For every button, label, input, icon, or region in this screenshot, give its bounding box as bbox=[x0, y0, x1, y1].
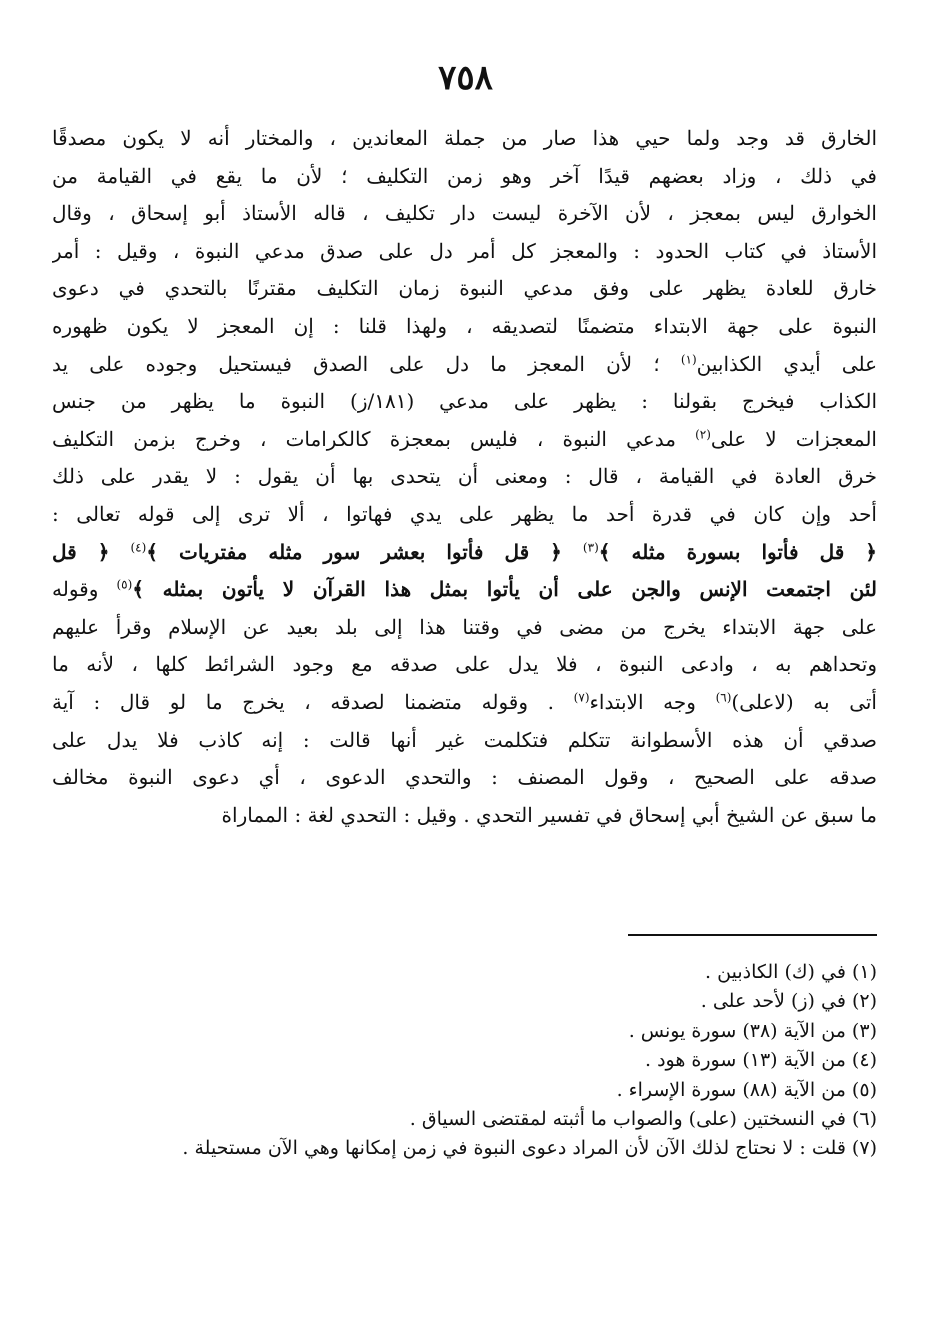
footnote-ref[interactable]: (٦) bbox=[715, 690, 732, 705]
text-line: الكذاب فيخرج بقولنا : يظهر على مدعي (١٨١/ز) النبوة ما يظهر من جنس bbox=[52, 389, 877, 414]
text-line: الخوارق ليس بمعجز ، لأن الآخرة ليست دار تكليف ، قاله الأستاذ أبو إسحاق ، وقال bbox=[52, 201, 877, 226]
footnote-item: (٦) في النسختين (على) والصواب ما أثبته لمقتضى السياق . bbox=[409, 1107, 877, 1130]
quran-verse: ﴿ قل bbox=[52, 539, 131, 564]
text-line bbox=[52, 346, 877, 384]
footnote-ref[interactable]: (٥) bbox=[116, 577, 133, 592]
footnote-item: (٤) من الآية (١٣) سورة هود . bbox=[645, 1049, 877, 1072]
quran-verse: ﴿ قل فأتوا بعشر سور مثله مفتريات ﴾ bbox=[146, 539, 583, 564]
text-line: على جهة الابتداء يخرج من مضى في وقتنا هذا إلى بلد بعيد عن الإسلام وقرأ عليهم bbox=[52, 614, 877, 639]
text-line: الخارق قد وجد ولما حيي هذا صار من جملة المعاندين ، والمختار أنه لا يكون مصدقًا bbox=[52, 126, 877, 150]
quran-verse: ﴿ قل فأتوا بسورة مثله ﴾ bbox=[598, 539, 877, 564]
text-line: في ذلك ، وزاد بعضهم قيدًا آخر وهو زمن التكليف ؛ لأن ما يقع في القيامة من bbox=[52, 163, 877, 188]
text-segment: أتى به (لاعلى) bbox=[731, 689, 877, 714]
footnote-divider bbox=[628, 934, 877, 936]
footnote-ref[interactable]: (١) bbox=[680, 351, 697, 366]
text-segment: ؛ لأن المعجز ما دل على الصدق فيستحيل وجوده على يد bbox=[52, 351, 681, 376]
text-line: وتحداهم به ، وادعى النبوة ، فلا يدل على صدقه مع وجود الشرائط كلها ، لأنه ما bbox=[52, 652, 877, 677]
text-line: الأستاذ في كتاب الحدود : والمعجز كل أمر دل على صدق مدعي النبوة ، وقيل : أمر bbox=[52, 238, 877, 263]
footnote-ref[interactable]: (٣) bbox=[582, 539, 599, 554]
text-line bbox=[52, 684, 877, 722]
text-line: خارق للعادة يظهر على وفق مدعي النبوة زمان التكليف مقترنًا بالتحدي في دعوى bbox=[52, 276, 877, 301]
text-line: خرق العادة في القيامة ، قال : ومعنى أن يتحدى بها أن يقول : لا يقدر على ذلك bbox=[52, 464, 877, 489]
text-line: ما سبق عن الشيخ أبي إسحاق في تفسير التحدي . وقيل : التحدي لغة : المماراة bbox=[221, 802, 877, 827]
text-segment: على أيدي الكذابين bbox=[696, 351, 877, 376]
quran-verse: لئن اجتمعت الإنس والجن على أن يأتوا بمثل هذا القرآن لا يأتون بمثله ﴾ bbox=[132, 577, 877, 602]
text-line bbox=[52, 571, 877, 609]
text-segment: المعجزات لا على bbox=[710, 426, 877, 451]
text-line bbox=[52, 421, 877, 459]
text-segment: . وقوله متضمنا لصدقه ، يخرج ما لو قال : آية bbox=[52, 689, 574, 714]
footnote-ref[interactable]: (٧) bbox=[573, 690, 590, 705]
text-segment: وقوله bbox=[52, 577, 117, 602]
main-text bbox=[52, 120, 877, 834]
footnote-item: (١) في (ك) الكاذبين . bbox=[705, 961, 877, 983]
text-line: صدقي أن هذه الأسطوانة تتكلم فتكلمت غير أنها قالت : إنه كاذب فلا يدل على bbox=[52, 727, 877, 752]
text-line: النبوة على جهة الابتداء متضمنًا لتصديقه ، ولهذا قلنا : إن المعجز لا يكون ظهوره bbox=[52, 313, 877, 338]
text-segment: مدعي النبوة ، فليس بمعجزة كالكرامات ، وخرج بزمن التكليف bbox=[52, 426, 696, 451]
footnotes bbox=[52, 958, 877, 1164]
text-line: صدقه على الصحيح ، وقول المصنف : والتحدي الدعوى ، أي دعوى النبوة مخالف bbox=[52, 765, 877, 790]
footnote-item: (٢) في (ز) لأحد على . bbox=[700, 990, 877, 1013]
footnote-ref[interactable]: (٢) bbox=[695, 427, 711, 442]
text-segment: وجه الابتداء bbox=[589, 689, 716, 714]
footnote-item: (٣) من الآية (٣٨) سورة يونس . bbox=[628, 1019, 877, 1042]
footnote-item: (٥) من الآية (٨٨) سورة الإسراء . bbox=[616, 1078, 877, 1101]
footnote-item: (٧) قلت : لا نحتاج لذلك الآن لأن المراد دعوى النبوة في زمن إمكانها وهي الآن مستحيلة . bbox=[182, 1137, 877, 1160]
text-line: أحد وإن كان في قدرة أحد ما يظهر على يدي فهاتوا ، ألا ترى إلى قوله تعالى : bbox=[52, 501, 877, 526]
text-line bbox=[52, 534, 877, 572]
footnote-ref[interactable]: (٤) bbox=[130, 539, 147, 554]
page-number: ٧٥٨ bbox=[438, 58, 493, 98]
